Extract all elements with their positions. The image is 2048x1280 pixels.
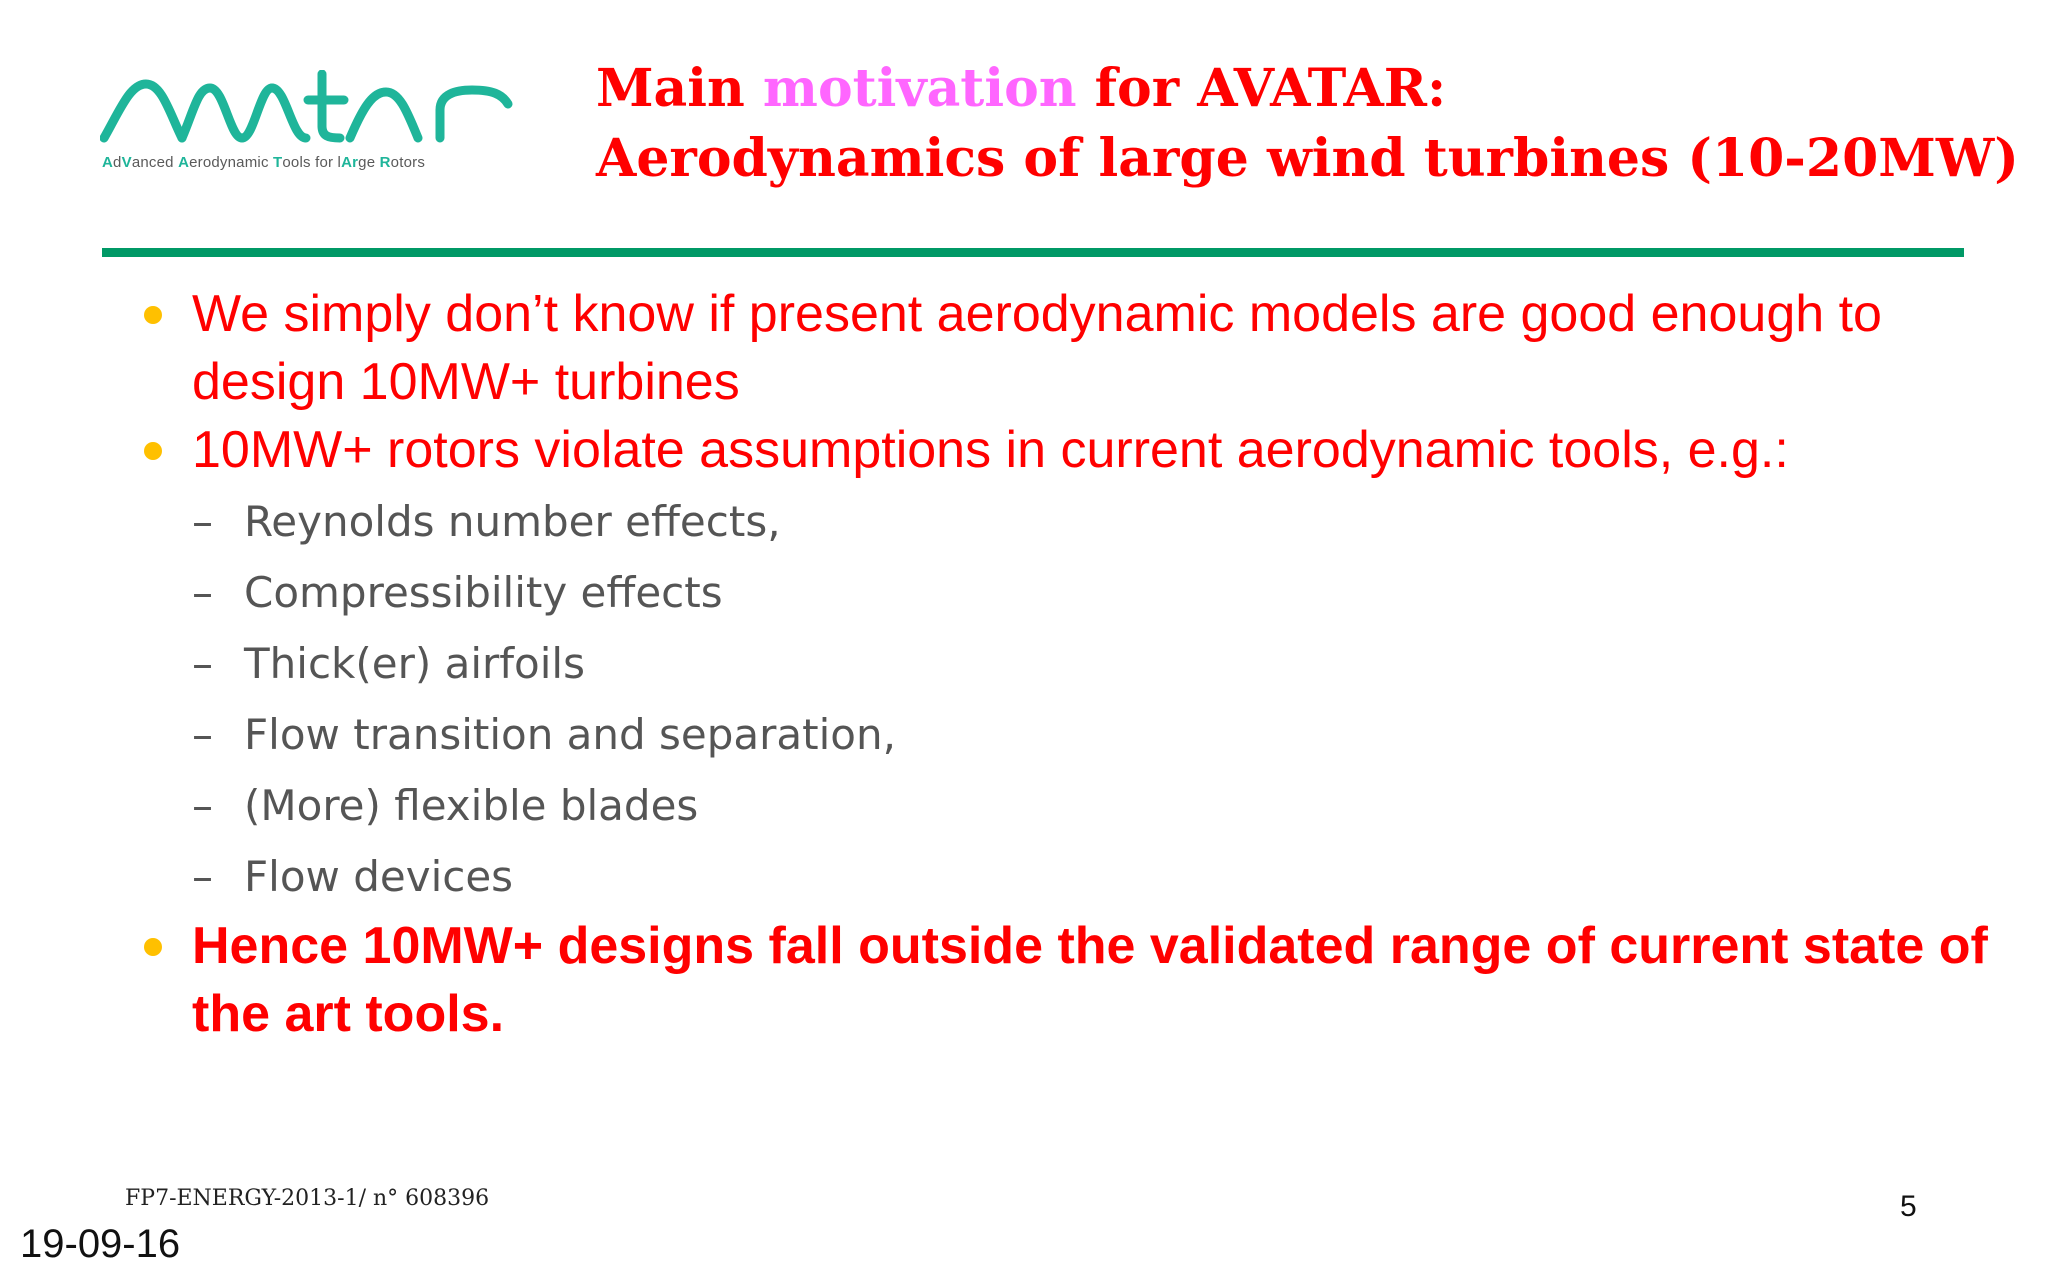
bullet-item-conclusion bbox=[140, 912, 2000, 1048]
dash-icon: – bbox=[192, 497, 213, 546]
avatar-logo bbox=[100, 70, 520, 180]
title-accent-word: motivation bbox=[762, 58, 1077, 119]
title-line-1: Main motivation for AVATAR: bbox=[596, 58, 1447, 119]
slide-title bbox=[596, 54, 2019, 194]
tagline-segment: T bbox=[273, 154, 283, 171]
dash-icon: – bbox=[192, 568, 213, 617]
tagline-segment: Ar bbox=[341, 154, 359, 171]
bullet-text: 10MW+ rotors violate assumptions in current aerodynamic tools, e.g.: bbox=[192, 421, 1789, 479]
bullet-dot-icon bbox=[144, 938, 162, 956]
tagline-segment: erodynamic bbox=[189, 154, 274, 171]
bullet-dot-icon bbox=[144, 306, 162, 324]
dash-icon: – bbox=[192, 710, 213, 759]
dash-icon: – bbox=[192, 781, 213, 830]
tagline-segment: R bbox=[379, 154, 391, 171]
page-number: 5 bbox=[1900, 1190, 1917, 1223]
tagline-segment: anced bbox=[131, 154, 179, 171]
logo-tagline bbox=[102, 154, 425, 171]
bullet-dot-icon bbox=[144, 442, 162, 460]
title-divider bbox=[102, 248, 1964, 257]
sub-item: – Reynolds number effects, bbox=[140, 486, 2000, 557]
sub-item: – (More) flexible blades bbox=[140, 770, 2000, 841]
tagline-segment: V bbox=[121, 154, 132, 171]
tagline-segment: otors bbox=[390, 154, 426, 171]
tagline-segment: A bbox=[102, 154, 114, 171]
bullet-text: Hence 10MW+ designs fall outside the validated range of current state of the art tools. bbox=[192, 917, 1988, 1043]
tagline-segment: ools for l bbox=[282, 154, 342, 171]
tagline-segment: A bbox=[178, 154, 190, 171]
bullet-item-2 bbox=[140, 416, 2000, 484]
sub-item: – Compressibility effects bbox=[140, 557, 2000, 628]
title-line-2: Aerodynamics of large wind turbines (10-20MW) bbox=[596, 128, 2019, 189]
avatar-logo-icon bbox=[100, 70, 520, 150]
bullet-list bbox=[140, 280, 2000, 1048]
footer-grant-reference: FP7-ENERGY-2013-1/ n° 608396 bbox=[125, 1186, 490, 1211]
sub-item: – Thick(er) airfoils bbox=[140, 628, 2000, 699]
footer-date: 19-09-16 bbox=[20, 1222, 181, 1266]
bullet-item-1 bbox=[140, 280, 2000, 416]
dash-icon: – bbox=[192, 852, 213, 901]
tagline-segment: d bbox=[113, 154, 122, 171]
sub-item: – Flow devices bbox=[140, 841, 2000, 912]
dash-icon: – bbox=[192, 639, 213, 688]
bullet-text: We simply don’t know if present aerodynamic models are good enough to design 10MW+ turbines bbox=[192, 285, 1882, 411]
sub-item: – Flow transition and separation, bbox=[140, 699, 2000, 770]
tagline-segment: ge bbox=[358, 154, 380, 171]
